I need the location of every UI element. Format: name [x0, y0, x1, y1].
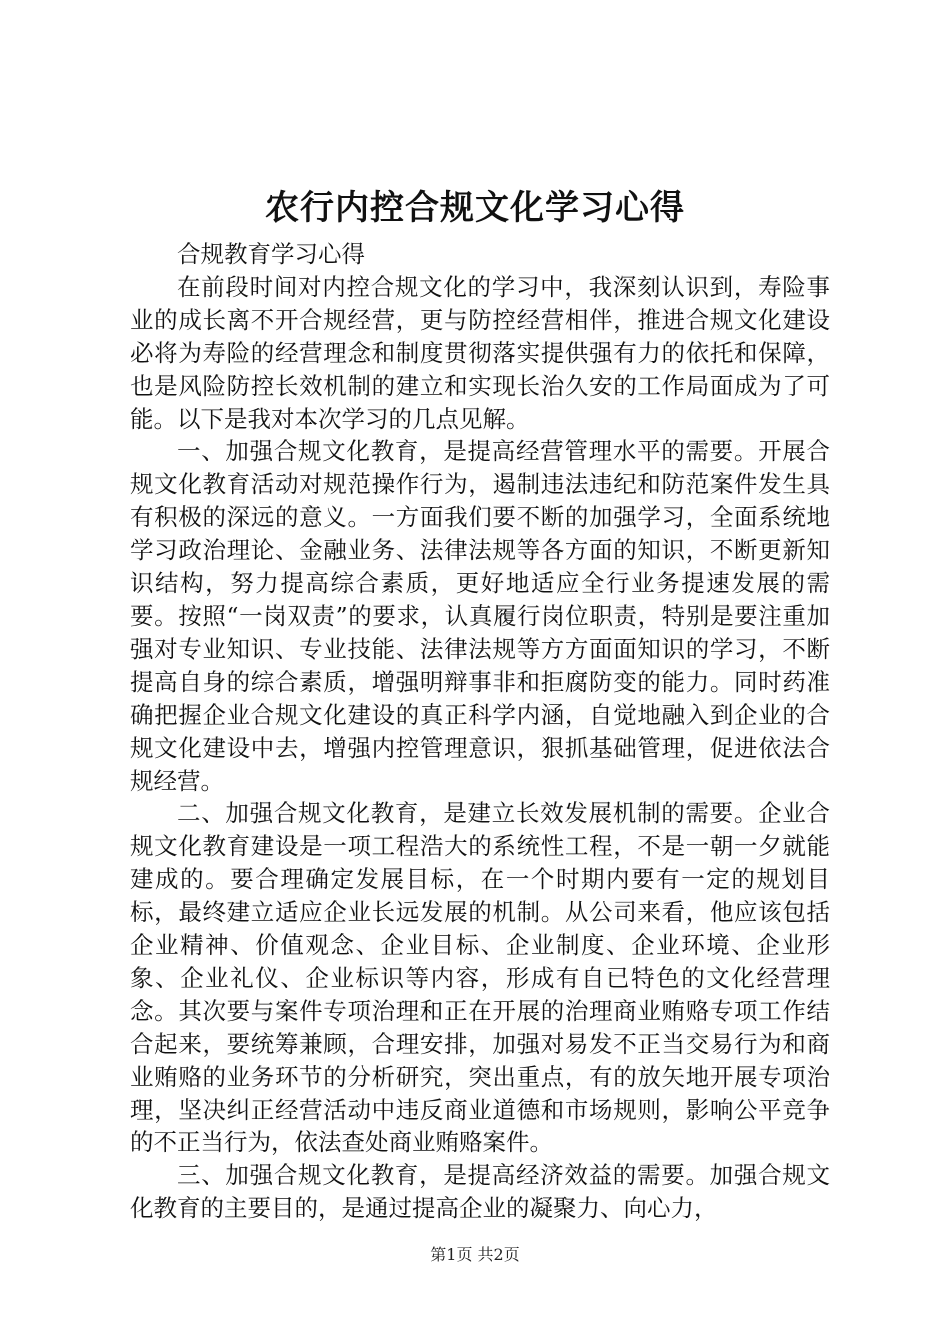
paragraph-section-2: 二、加强合规文化教育，是建立长效发展机制的需要。企业合规文化教育建设是一项工程浩大的系统性工程，不是一朝一夕就能建成的。要合理确定发展目标，在一个时期内要有一定的规划目标，最终建立适应企业长远发展的机制。从公司来看，他应该包括企业精神、价值观念、企业目标、企业制度、企业环境、企业形象、企业礼仪、企业标识等内容，形成有自已特色的文化经营理念。其次要与案件专项治理和正在开展的治理商业贿赂专项工作结合起来，要统筹兼顾，合理安排，加强对易发不正当交易行为和商业贿赂的业务环节的分析研究，突出重点，有的放矢地开展专项治理，坚决纠正经营活动中违反商业道德和市场规则，影响公平竞争的不正当行为，依法查处商业贿赂案件。 [130, 799, 830, 1157]
paragraph-subtitle: 合规教育学习心得 [177, 240, 365, 268]
paragraph-section-3: 三、加强合规文化教育，是提高经济效益的需要。加强合规文化教育的主要目的，是通过提高企业的凝聚力、向心力， [130, 1161, 830, 1223]
document-body [130, 238, 830, 1225]
paragraph-section-1: 一、加强合规文化教育，是提高经营管理水平的需要。开展合规文化教育活动对规范操作行为，遏制违法违纪和防范案件发生具有积极的深远的意义。一方面我们要不断的加强学习，全面系统地学习政治理论、金融业务、法律法规等各方面的知识，不断更新知识结构，努力提高综合素质，更好地适应全行业务提速发展的需要。按照“一岗双责”的要求，认真履行岗位职责，特别是要注重加强对专业知识、专业技能、法律法规等方方面面知识的学习，不断提高自身的综合素质，增强明辩事非和拒腐防变的能力。同时药准确把握企业合规文化建设的真正科学内涵，自觉地融入到企业的合规文化建设中去，增强内控管理意识，狠抓基础管理，促进依法合规经营。 [130, 437, 830, 795]
document-title: 农行内控合规文化学习心得 [265, 188, 685, 228]
paragraph-intro: 在前段时间对内控合规文化的学习中，我深刻认识到，寿险事业的成长离不开合规经营，更与防控经营相伴，推进合规文化建设必将为寿险的经营理念和制度贯彻落实提供强有力的依托和保障，也是风险防控长效机制的建立和实现长治久安的工作局面成为了可能。以下是我对本次学习的几点见解。 [130, 272, 830, 433]
page-number-footer: 第1页 共2页 [430, 1245, 520, 1264]
